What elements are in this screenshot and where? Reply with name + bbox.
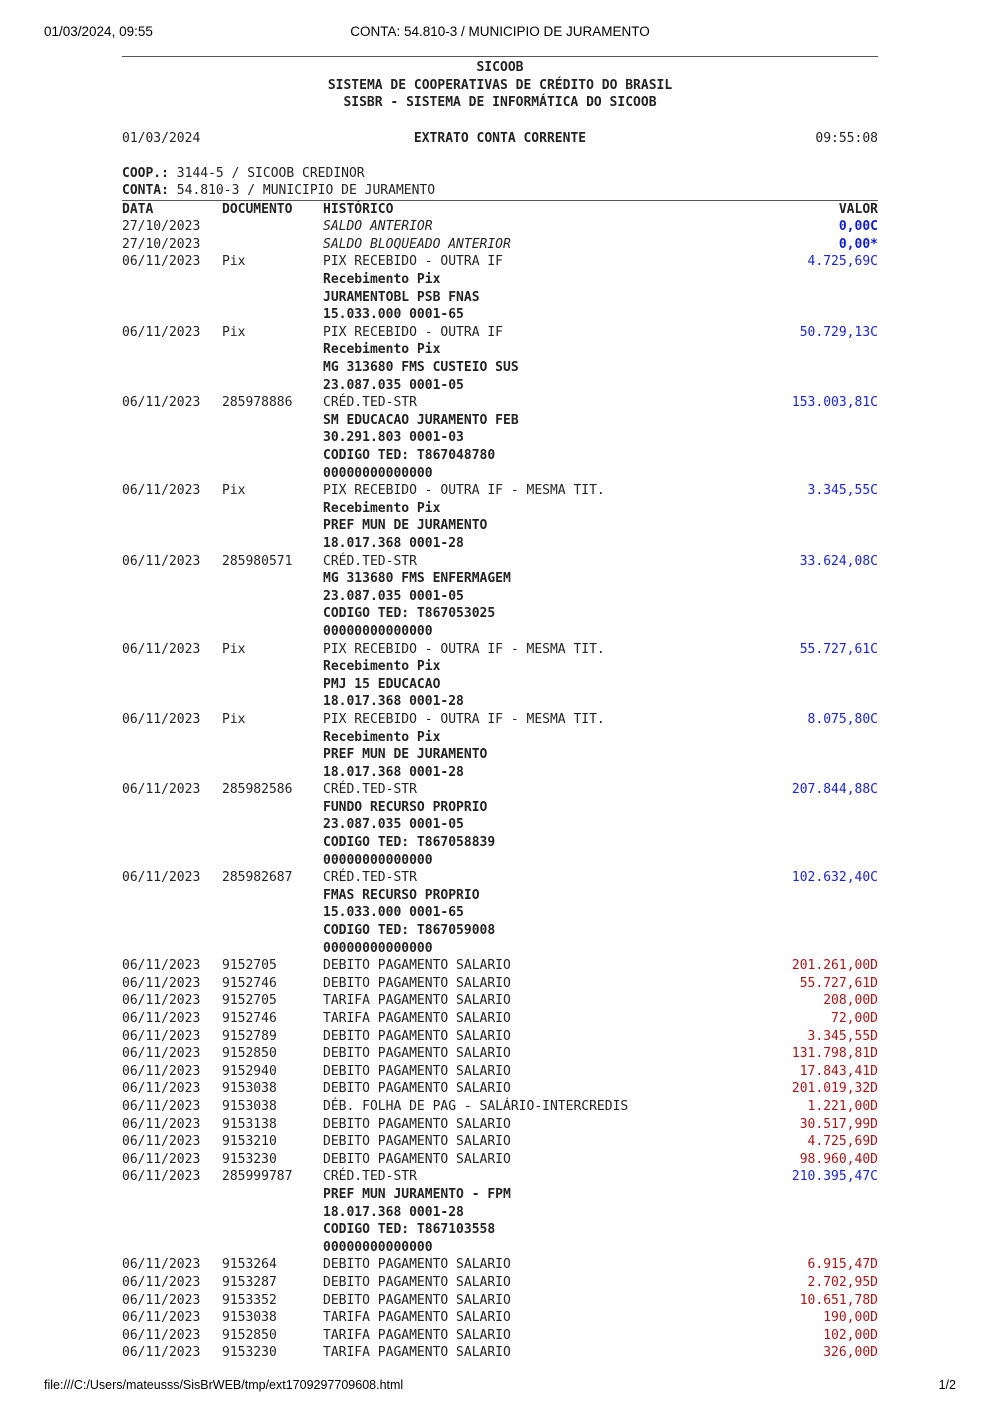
- transaction-document: 9153038: [222, 1081, 277, 1097]
- transaction-value: 207.844,88C: [791, 782, 878, 798]
- conta-value: 54.810-3 / MUNICIPIO DE JURAMENTO: [168, 183, 436, 199]
- transaction-document: 9152850: [222, 1046, 277, 1062]
- transaction-document: 285980571: [222, 553, 293, 569]
- transaction-detail-line: [122, 359, 878, 377]
- transaction-history: TARIFA PAGAMENTO SALARIO: [323, 1345, 511, 1361]
- transaction-document: 9152705: [222, 958, 277, 974]
- transaction-document: 9153264: [222, 1257, 277, 1273]
- transaction-document: Pix: [222, 711, 246, 727]
- transaction-document: Pix: [222, 324, 246, 340]
- transaction-history: DEBITO PAGAMENTO SALARIO: [323, 1257, 511, 1273]
- print-page-number: 1/2: [938, 1378, 956, 1392]
- transaction-row: [122, 711, 878, 781]
- transaction-history: DEBITO PAGAMENTO SALARIO: [323, 1116, 511, 1132]
- transaction-document: 9152746: [222, 975, 277, 991]
- transaction-row: [122, 236, 878, 254]
- transaction-document: Pix: [222, 483, 246, 499]
- transaction-detail-line: [122, 746, 878, 764]
- transaction-document: 9153230: [222, 1151, 277, 1167]
- print-header: [44, 24, 956, 42]
- transaction-document: 9152746: [222, 1011, 277, 1026]
- transaction-value: 33.624,08C: [799, 553, 878, 569]
- transaction-detail-line: [122, 289, 878, 307]
- transaction-row: [122, 1344, 878, 1362]
- transaction-row: [122, 781, 878, 869]
- conta-label: CONTA:: [122, 183, 169, 199]
- transaction-row: [122, 869, 878, 957]
- transaction-row: [122, 1292, 878, 1310]
- conta-row: [122, 182, 878, 200]
- statement-title-row: [122, 130, 878, 148]
- transaction-detail: SM EDUCACAO JURAMENTO FEB: [323, 412, 519, 428]
- transaction-history: TARIFA PAGAMENTO SALARIO: [323, 1327, 511, 1343]
- transaction-document: 285978886: [222, 395, 293, 411]
- transaction-main-line: [122, 253, 878, 271]
- transaction-detail-line: [122, 271, 878, 289]
- column-headers: [122, 201, 878, 219]
- coop-value: 3144-5 / SICOOB CREDINOR: [168, 165, 365, 181]
- transaction-history: DEBITO PAGAMENTO SALARIO: [323, 1292, 511, 1308]
- transaction-history: DEBITO PAGAMENTO SALARIO: [323, 1028, 511, 1044]
- transaction-value: 326,00D: [823, 1345, 878, 1361]
- transaction-history: PIX RECEBIDO - OUTRA IF: [323, 254, 504, 270]
- transaction-document: 9152705: [222, 993, 277, 1009]
- transaction-date: 06/11/2023: [122, 1011, 201, 1026]
- transaction-row: [122, 253, 878, 323]
- transaction-document: 9153210: [222, 1134, 277, 1150]
- transaction-value: 0,00*: [838, 236, 878, 252]
- transaction-main-line: [122, 1045, 878, 1063]
- transaction-detail: CODIGO TED: T867103558: [323, 1222, 496, 1238]
- transaction-value: 3.345,55D: [807, 1028, 878, 1044]
- transaction-date: 06/11/2023: [122, 1327, 201, 1343]
- transaction-detail: Recebimento Pix: [323, 272, 441, 288]
- transaction-value: 6.915,47D: [807, 1257, 878, 1273]
- transaction-date: 06/11/2023: [122, 254, 201, 270]
- transaction-history: PIX RECEBIDO - OUTRA IF - MESMA TIT.: [323, 483, 605, 499]
- transaction-row: [122, 1098, 878, 1116]
- transaction-row: [122, 1063, 878, 1081]
- transaction-detail: 00000000000000: [323, 1239, 433, 1255]
- transaction-detail-line: [122, 1239, 878, 1257]
- transaction-row: [122, 394, 878, 482]
- transaction-main-line: [122, 1133, 878, 1151]
- transaction-document: 285982687: [222, 870, 293, 886]
- transaction-date: 06/11/2023: [122, 1292, 201, 1308]
- transaction-main-line: [122, 1168, 878, 1186]
- transaction-main-line: [122, 992, 878, 1010]
- transaction-main-line: [122, 1010, 878, 1028]
- transaction-main-line: [122, 482, 878, 500]
- transaction-document: 9153230: [222, 1345, 277, 1361]
- transaction-main-line: [122, 1344, 878, 1362]
- transaction-history: CRÉD.TED-STR: [323, 553, 417, 569]
- transaction-detail: 23.087.035 0001-05: [323, 377, 464, 393]
- transaction-detail-line: [122, 658, 878, 676]
- transaction-value: 102,00D: [823, 1327, 878, 1343]
- transaction-detail: Recebimento Pix: [323, 500, 441, 516]
- print-footer: [44, 1378, 956, 1396]
- transaction-detail-line: [122, 834, 878, 852]
- transaction-detail-line: [122, 887, 878, 905]
- banner-line-3: SISBR - SISTEMA DE INFORMÁTICA DO SICOOB: [343, 95, 657, 110]
- transaction-history: DEBITO PAGAMENTO SALARIO: [323, 1046, 511, 1062]
- transaction-detail-line: [122, 816, 878, 834]
- transaction-value: 2.702,95D: [807, 1274, 878, 1290]
- transaction-date: 06/11/2023: [122, 1028, 201, 1044]
- transaction-value: 98.960,40D: [799, 1151, 878, 1167]
- transaction-date: 06/11/2023: [122, 958, 201, 974]
- transaction-row: [122, 1116, 878, 1134]
- transaction-main-line: [122, 781, 878, 799]
- transaction-detail-line: [122, 922, 878, 940]
- transaction-value: 201.261,00D: [791, 958, 878, 974]
- transaction-main-line: [122, 869, 878, 887]
- transaction-detail-line: [122, 1186, 878, 1204]
- coop-label: COOP.:: [122, 165, 169, 181]
- transaction-date: 06/11/2023: [122, 395, 201, 411]
- transaction-detail: CODIGO TED: T867048780: [323, 448, 496, 463]
- transaction-main-line: [122, 236, 878, 254]
- transaction-detail-line: [122, 729, 878, 747]
- transaction-main-line: [122, 957, 878, 975]
- transaction-row: [122, 992, 878, 1010]
- transaction-detail: 23.087.035 0001-05: [323, 817, 464, 833]
- statement-time: 09:55:08: [815, 130, 878, 146]
- transaction-main-line: [122, 1151, 878, 1169]
- transaction-main-line: [122, 1063, 878, 1081]
- transaction-main-line: [122, 1116, 878, 1134]
- transaction-document: Pix: [222, 641, 246, 657]
- transaction-detail: FUNDO RECURSO PROPRIO: [323, 799, 488, 815]
- transaction-detail-line: [122, 940, 878, 958]
- transaction-row: [122, 1045, 878, 1063]
- transaction-row: [122, 641, 878, 711]
- transaction-row: [122, 1274, 878, 1292]
- transaction-detail-line: [122, 1221, 878, 1239]
- transaction-main-line: [122, 1028, 878, 1046]
- transaction-value: 0,00C: [838, 219, 878, 235]
- transaction-value: 131.798,81D: [791, 1046, 878, 1062]
- transaction-date: 06/11/2023: [122, 870, 201, 886]
- transaction-date: 06/11/2023: [122, 1081, 201, 1097]
- column-header-date: DATA: [122, 201, 154, 217]
- transaction-detail-line: [122, 623, 878, 641]
- transaction-date: 06/11/2023: [122, 641, 201, 657]
- statement-document: [122, 56, 878, 1362]
- transaction-date: 06/11/2023: [122, 1257, 201, 1273]
- transaction-history: DEBITO PAGAMENTO SALARIO: [323, 1081, 511, 1097]
- transaction-history: CRÉD.TED-STR: [323, 782, 417, 798]
- banner-line-1: SICOOB: [476, 60, 524, 75]
- print-file-path: file:///C:/Users/mateusss/SisBrWEB/tmp/ext1709297709608.html: [44, 1378, 404, 1392]
- transaction-detail-line: [122, 517, 878, 535]
- transaction-history: CRÉD.TED-STR: [323, 870, 417, 886]
- transaction-history: CRÉD.TED-STR: [323, 395, 417, 411]
- transaction-main-line: [122, 1098, 878, 1116]
- transaction-value: 30.517,99D: [799, 1116, 878, 1132]
- transaction-main-line: [122, 1327, 878, 1345]
- transaction-row: [122, 482, 878, 552]
- transaction-value: 72,00D: [831, 1011, 878, 1026]
- transaction-history: TARIFA PAGAMENTO SALARIO: [323, 1310, 511, 1326]
- transaction-row: [122, 1327, 878, 1345]
- transaction-main-line: [122, 1274, 878, 1292]
- transaction-main-line: [122, 711, 878, 729]
- transaction-history: PIX RECEBIDO - OUTRA IF - MESMA TIT.: [323, 641, 605, 657]
- transaction-detail: 15.033.000 0001-65: [323, 307, 464, 323]
- transaction-date: 06/11/2023: [122, 1116, 201, 1132]
- transaction-main-line: [122, 975, 878, 993]
- transaction-date: 06/11/2023: [122, 782, 201, 798]
- transaction-detail-line: [122, 341, 878, 359]
- transaction-document: 9153138: [222, 1116, 277, 1132]
- transaction-history: DEBITO PAGAMENTO SALARIO: [323, 1134, 511, 1150]
- transaction-value: 55.727,61D: [799, 975, 878, 991]
- transaction-detail: JURAMENTOBL PSB FNAS: [323, 289, 480, 305]
- transaction-detail: 23.087.035 0001-05: [323, 588, 464, 604]
- transaction-date: 06/11/2023: [122, 553, 201, 569]
- transaction-value: 4.725,69D: [807, 1134, 878, 1150]
- transaction-detail-line: [122, 1204, 878, 1222]
- transaction-history: DEBITO PAGAMENTO SALARIO: [323, 975, 511, 991]
- transaction-detail-line: [122, 852, 878, 870]
- transaction-detail: MG 313680 FMS ENFERMAGEM: [323, 571, 511, 587]
- account-info: [122, 165, 878, 200]
- transaction-detail-line: [122, 535, 878, 553]
- transaction-value: 10.651,78D: [799, 1292, 878, 1308]
- transaction-main-line: [122, 394, 878, 412]
- transaction-value: 102.632,40C: [791, 870, 878, 886]
- transaction-detail-line: [122, 465, 878, 483]
- transaction-detail-line: [122, 377, 878, 395]
- transaction-value: 4.725,69C: [807, 254, 878, 270]
- transaction-value: 1.221,00D: [807, 1098, 878, 1114]
- transaction-detail: 00000000000000: [323, 940, 433, 956]
- transaction-detail-line: [122, 605, 878, 623]
- transaction-detail: 00000000000000: [323, 465, 433, 481]
- transaction-history: CRÉD.TED-STR: [323, 1169, 417, 1185]
- transaction-detail: FMAS RECURSO PROPRIO: [323, 887, 480, 903]
- transaction-row: [122, 1028, 878, 1046]
- transaction-document: 9152850: [222, 1327, 277, 1343]
- transaction-row: [122, 1133, 878, 1151]
- transaction-detail: 30.291.803 0001-03: [323, 430, 464, 446]
- transaction-row: [122, 957, 878, 975]
- transaction-value: 17.843,41D: [799, 1063, 878, 1079]
- transaction-detail-line: [122, 429, 878, 447]
- transaction-date: 27/10/2023: [122, 236, 201, 252]
- transaction-detail: 00000000000000: [323, 852, 433, 868]
- transaction-document: 9152789: [222, 1028, 277, 1044]
- banner-line-2: SISTEMA DE COOPERATIVAS DE CRÉDITO DO BRASIL: [327, 77, 673, 93]
- transaction-detail: 18.017.368 0001-28: [323, 1204, 464, 1220]
- transaction-date: 06/11/2023: [122, 1046, 201, 1062]
- statement-date: 01/03/2024: [122, 130, 201, 146]
- transaction-detail: 18.017.368 0001-28: [323, 535, 464, 551]
- transaction-detail-line: [122, 588, 878, 606]
- transaction-detail: 18.017.368 0001-28: [323, 694, 464, 710]
- transaction-main-line: [122, 553, 878, 571]
- transaction-value: 201.019,32D: [791, 1081, 878, 1097]
- transaction-date: 06/11/2023: [122, 1310, 201, 1326]
- transaction-date: 06/11/2023: [122, 1151, 201, 1167]
- transaction-date: 06/11/2023: [122, 1098, 201, 1114]
- transaction-date: 06/11/2023: [122, 1169, 201, 1185]
- transaction-date: 06/11/2023: [122, 324, 201, 340]
- transaction-date: 06/11/2023: [122, 483, 201, 499]
- transaction-value: 153.003,81C: [791, 395, 878, 411]
- transaction-document: 285999787: [222, 1169, 293, 1185]
- transaction-value: 50.729,13C: [799, 324, 878, 340]
- transaction-document: 9153287: [222, 1274, 277, 1290]
- transaction-detail-line: [122, 500, 878, 518]
- transaction-row: [122, 1256, 878, 1274]
- transaction-history: DÉB. FOLHA DE PAG - SALÁRIO-INTERCREDIS: [323, 1098, 629, 1114]
- transaction-detail: Recebimento Pix: [323, 659, 441, 675]
- transaction-detail-line: [122, 764, 878, 782]
- transaction-row: [122, 1168, 878, 1256]
- transaction-detail: Recebimento Pix: [323, 342, 441, 358]
- transaction-main-line: [122, 1256, 878, 1274]
- transaction-main-line: [122, 1080, 878, 1098]
- transaction-main-line: [122, 1292, 878, 1310]
- transaction-row: [122, 1309, 878, 1327]
- transaction-detail-line: [122, 306, 878, 324]
- transaction-detail-line: [122, 412, 878, 430]
- transaction-date: 27/10/2023: [122, 219, 201, 235]
- transaction-date: 06/11/2023: [122, 1345, 201, 1361]
- transaction-document: 9153352: [222, 1292, 277, 1308]
- transaction-date: 06/11/2023: [122, 1063, 201, 1079]
- transaction-history: DEBITO PAGAMENTO SALARIO: [323, 958, 511, 974]
- transaction-date: 06/11/2023: [122, 975, 201, 991]
- coop-row: [122, 165, 878, 183]
- transaction-main-line: [122, 324, 878, 342]
- transaction-detail: CODIGO TED: T867059008: [323, 923, 496, 939]
- transaction-date: 06/11/2023: [122, 711, 201, 727]
- transaction-detail-line: [122, 447, 878, 465]
- transaction-detail: CODIGO TED: T867053025: [323, 606, 496, 622]
- transaction-detail-line: [122, 693, 878, 711]
- transaction-document: Pix: [222, 254, 246, 270]
- transaction-row: [122, 324, 878, 394]
- transaction-history: TARIFA PAGAMENTO SALARIO: [323, 993, 511, 1009]
- transaction-document: 285982586: [222, 782, 293, 798]
- bank-banner: [122, 57, 878, 112]
- transaction-row: [122, 975, 878, 993]
- transaction-history: DEBITO PAGAMENTO SALARIO: [323, 1063, 511, 1079]
- transaction-history: TARIFA PAGAMENTO SALARIO: [323, 1011, 511, 1026]
- transaction-main-line: [122, 218, 878, 236]
- transaction-date: 06/11/2023: [122, 1134, 201, 1150]
- transaction-row: [122, 553, 878, 641]
- transaction-value: 190,00D: [823, 1310, 878, 1326]
- transaction-value: 55.727,61C: [799, 641, 878, 657]
- transaction-document: 9152940: [222, 1063, 277, 1079]
- transaction-row: [122, 1010, 878, 1028]
- transaction-detail: MG 313680 FMS CUSTEIO SUS: [323, 360, 519, 376]
- transaction-history: SALDO ANTERIOR: [323, 219, 433, 235]
- transaction-date: 06/11/2023: [122, 993, 201, 1009]
- transaction-date: 06/11/2023: [122, 1274, 201, 1290]
- transaction-detail: 00000000000000: [323, 623, 433, 639]
- transaction-row: [122, 1080, 878, 1098]
- transaction-detail: 15.033.000 0001-65: [323, 905, 464, 921]
- transaction-value: 3.345,55C: [807, 483, 878, 499]
- transaction-value: 208,00D: [823, 993, 878, 1009]
- transaction-detail-line: [122, 676, 878, 694]
- transaction-history: PIX RECEBIDO - OUTRA IF - MESMA TIT.: [323, 711, 605, 727]
- print-datetime: 01/03/2024, 09:55: [44, 24, 153, 39]
- transaction-history: DEBITO PAGAMENTO SALARIO: [323, 1274, 511, 1290]
- transaction-main-line: [122, 1309, 878, 1327]
- column-header-history: HISTÓRICO: [323, 201, 394, 217]
- transaction-detail: CODIGO TED: T867058839: [323, 835, 496, 851]
- transaction-detail: Recebimento Pix: [323, 729, 441, 745]
- transaction-detail: PREF MUN JURAMENTO - FPM: [323, 1186, 511, 1202]
- transaction-main-line: [122, 641, 878, 659]
- transaction-row: [122, 218, 878, 236]
- transaction-detail-line: [122, 799, 878, 817]
- transaction-list: [122, 218, 878, 1362]
- transaction-document: 9153038: [222, 1098, 277, 1114]
- transaction-value: 8.075,80C: [807, 711, 878, 727]
- transaction-detail: PREF MUN DE JURAMENTO: [323, 518, 488, 534]
- column-header-value: VALOR: [838, 201, 878, 217]
- transaction-document: 9153038: [222, 1310, 277, 1326]
- transaction-detail: PMJ 15 EDUCACAO: [323, 676, 441, 692]
- column-header-document: DOCUMENTO: [222, 201, 293, 217]
- transaction-value: 210.395,47C: [791, 1169, 878, 1185]
- transaction-history: SALDO BLOQUEADO ANTERIOR: [323, 236, 511, 252]
- transaction-row: [122, 1151, 878, 1169]
- transaction-history: PIX RECEBIDO - OUTRA IF: [323, 324, 504, 340]
- print-title: CONTA: 54.810-3 / MUNICIPIO DE JURAMENTO: [350, 24, 650, 39]
- transaction-detail: 18.017.368 0001-28: [323, 764, 464, 780]
- transaction-history: DEBITO PAGAMENTO SALARIO: [323, 1151, 511, 1167]
- transaction-detail: PREF MUN DE JURAMENTO: [323, 747, 488, 763]
- transaction-detail-line: [122, 904, 878, 922]
- statement-title: EXTRATO CONTA CORRENTE: [413, 130, 587, 146]
- transaction-detail-line: [122, 570, 878, 588]
